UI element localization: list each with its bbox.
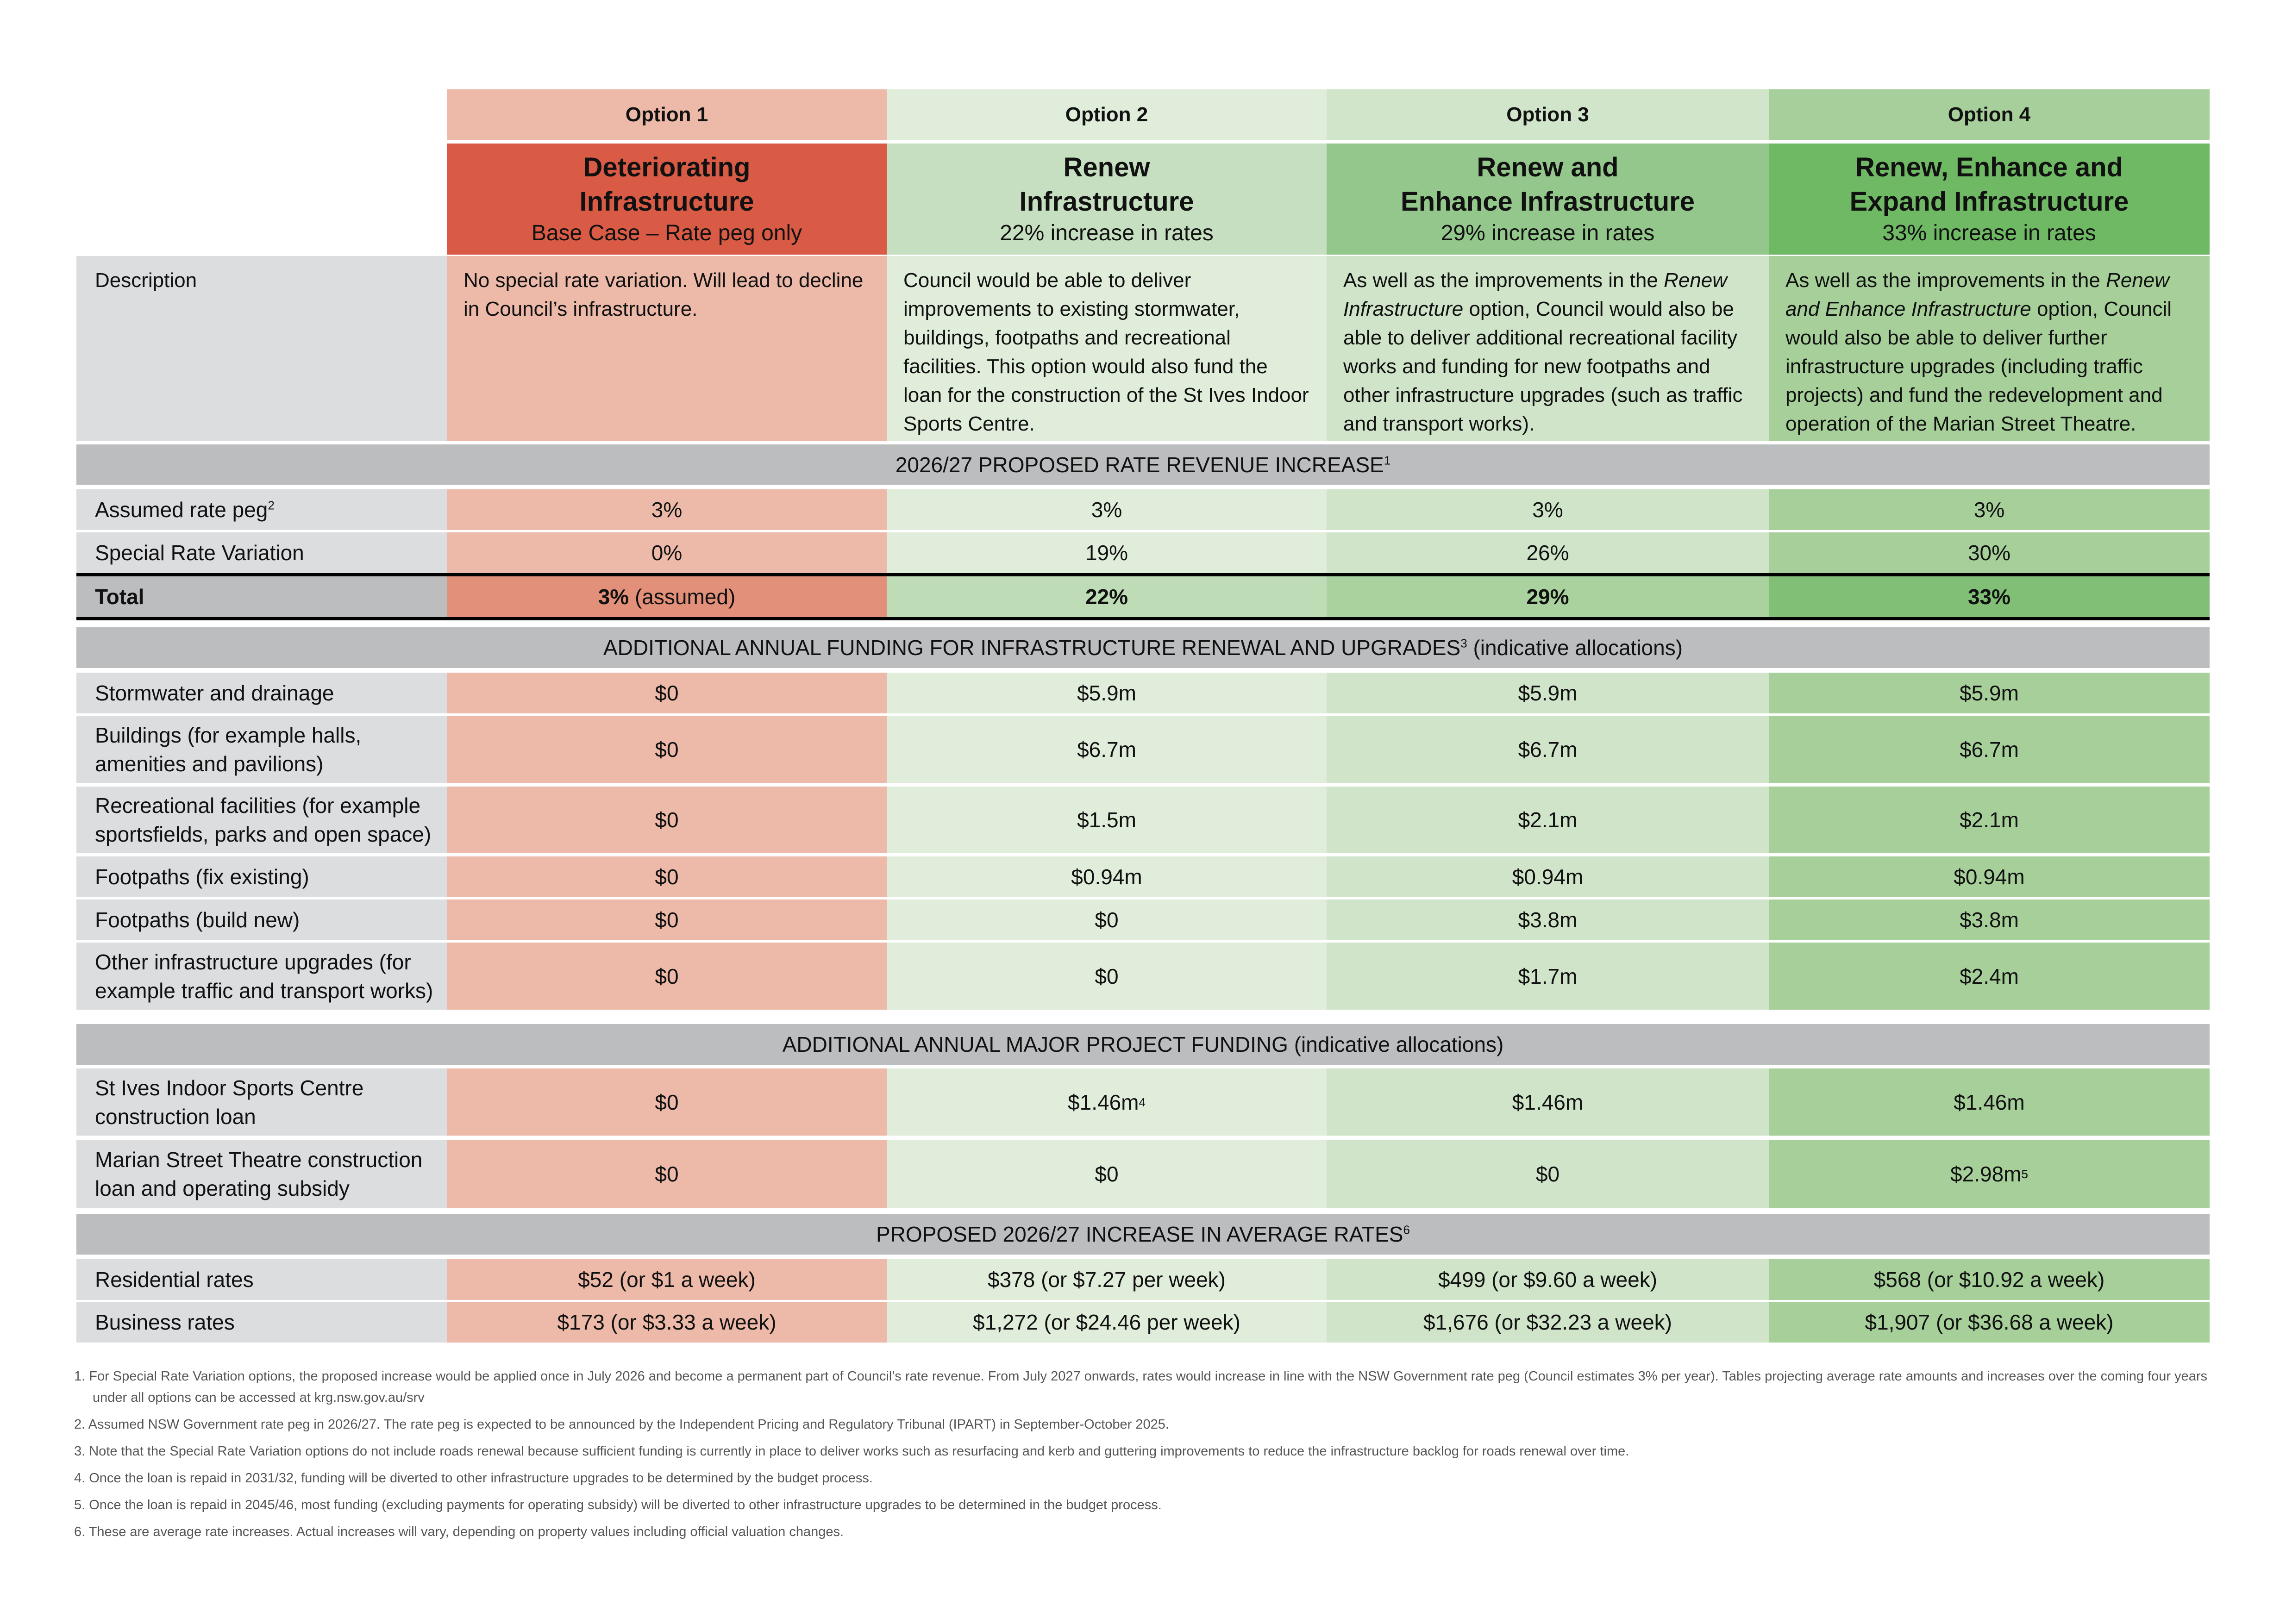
footnote: 1. For Special Rate Variation options, the proposed increase would be applied once in July 2026 and become a permanent part of Council’s rate revenue. From July 2027 onwards, rates would increase in line with the NSW Government rate peg (Council estimates 3% per year). Tables projecting average rate amounts and increases over the coming four years under all options can be accessed at krg.nsw.gov.au/srv bbox=[74, 1369, 2208, 1405]
option-2-header: Option 2 bbox=[887, 89, 1327, 140]
cell-value: $0 bbox=[655, 681, 679, 705]
table-cell bbox=[447, 716, 887, 783]
option-subtitle: Base Case – Rate peg only bbox=[531, 221, 802, 245]
description-text: As well as the improvements in the Renew and Enhance Infrastructure option, Council would also be able to deliver further infrastructure upgrades (including traffic projects) and fund the redevelopment and operation of the Marian Street Theatre. bbox=[1785, 269, 2172, 435]
cell-value: $6.7m bbox=[1518, 737, 1578, 762]
cell-value: $0 bbox=[655, 964, 679, 988]
cell-value: $0 bbox=[655, 807, 679, 832]
table-cell: 26% bbox=[1327, 532, 1769, 573]
table-cell bbox=[887, 943, 1327, 1010]
table-cell: 0% bbox=[447, 532, 887, 573]
option-1-title bbox=[447, 144, 887, 255]
cell-value: $6.7m bbox=[1960, 737, 2019, 762]
table-cell: 3% bbox=[1769, 489, 2210, 530]
option-1-header: Option 1 bbox=[447, 89, 887, 140]
cell-value: $0 bbox=[655, 865, 679, 889]
cell-value: $0 bbox=[1095, 908, 1119, 932]
description-label: Description bbox=[76, 256, 447, 441]
table-cell bbox=[1327, 1302, 1769, 1343]
cell-value: $2.1m bbox=[1518, 807, 1578, 832]
table-cell bbox=[447, 1140, 887, 1208]
cell-value: $0 bbox=[655, 908, 679, 932]
section-rate-revenue-header bbox=[76, 444, 2210, 485]
option-2-title bbox=[887, 144, 1327, 255]
table-cell bbox=[1327, 673, 1769, 713]
footnote: 2. Assumed NSW Government rate peg in 2026/27. The rate peg is expected to be announced by the Independent Pricing and Regulatory Tribunal (IPART) in September-October 2025. bbox=[74, 1417, 1169, 1432]
cell-value: $1.5m bbox=[1077, 807, 1136, 832]
table-cell bbox=[1327, 899, 1769, 940]
cell-value: $0 bbox=[1095, 964, 1119, 988]
section-major-project-header bbox=[76, 1024, 2210, 1065]
cell-value: $6.7m bbox=[1077, 737, 1136, 762]
table-cell bbox=[1769, 856, 2210, 897]
option-1-description bbox=[447, 256, 887, 441]
cell-value: $499 (or $9.60 a week) bbox=[1438, 1268, 1658, 1292]
cell-value: $0 bbox=[655, 1090, 679, 1114]
total-bottom-rule bbox=[76, 617, 2210, 620]
option-title-line: Infrastructure bbox=[579, 187, 754, 217]
table-cell bbox=[447, 1068, 887, 1136]
total-cell: 33% bbox=[1769, 576, 2210, 617]
srv-label: Special Rate Variation bbox=[76, 532, 447, 573]
footnote: 3. Note that the Special Rate Variation options do not include roads renewal because sufficient funding is currently in place to deliver works such as resurfacing and kerb and guttering improvements to reduce the infrastructure backlog for roads renewal over time. bbox=[74, 1444, 1629, 1459]
cell-value: $2.98m bbox=[1950, 1162, 2022, 1186]
option-title-line: Renew bbox=[1063, 152, 1150, 182]
cell-value: $1.7m bbox=[1518, 964, 1578, 988]
table-cell bbox=[887, 1140, 1327, 1208]
row-label: St Ives Indoor Sports Centre construction loan bbox=[76, 1068, 447, 1136]
option-4-header: Option 4 bbox=[1769, 89, 2210, 140]
cell-value: $3.8m bbox=[1518, 908, 1578, 932]
table-cell: $1.46m 4 bbox=[887, 1068, 1327, 1136]
total-cell: 22% bbox=[887, 576, 1327, 617]
row-label: Buildings (for example halls, amenities and pavilions) bbox=[76, 716, 447, 783]
cell-value: $3.8m bbox=[1960, 908, 2019, 932]
table-cell bbox=[1327, 1140, 1769, 1208]
table-cell bbox=[1769, 899, 2210, 940]
table-cell bbox=[1769, 673, 2210, 713]
table-cell bbox=[447, 673, 887, 713]
table-cell: 3% bbox=[447, 489, 887, 530]
total-cell: 29% bbox=[1327, 576, 1769, 617]
table-cell bbox=[1769, 787, 2210, 853]
section-title: 2026/27 PROPOSED RATE REVENUE INCREASE$^1$ bbox=[895, 452, 1391, 477]
cell-value: $1,272 (or $24.46 per week) bbox=[973, 1310, 1240, 1334]
option-title-line: Expand Infrastructure bbox=[1849, 187, 2129, 217]
section-title: PROPOSED 2026/27 INCREASE IN AVERAGE RATES$^6$ bbox=[876, 1222, 1410, 1246]
cell-value: $2.4m bbox=[1960, 964, 2019, 988]
table-cell bbox=[1769, 1068, 2210, 1136]
cell-value: $173 (or $3.33 a week) bbox=[557, 1310, 777, 1334]
cell-value: $1.46m bbox=[1954, 1090, 2025, 1114]
footnote: 4. Once the loan is repaid in 2031/32, funding will be diverted to other infrastructure upgrades to be determined by the budget process. bbox=[74, 1471, 873, 1486]
option-subtitle: 22% increase in rates bbox=[1000, 221, 1214, 245]
table-cell bbox=[1769, 943, 2210, 1010]
cell-value: $5.9m bbox=[1960, 681, 2019, 705]
total-label: Total bbox=[76, 576, 447, 617]
option-3-header: Option 3 bbox=[1327, 89, 1769, 140]
cell-value: $568 (or $10.92 a week) bbox=[1873, 1268, 2105, 1292]
section-title: ADDITIONAL ANNUAL MAJOR PROJECT FUNDING (indicative allocations) bbox=[782, 1032, 1504, 1056]
table-cell: $2.98m 5 bbox=[1769, 1140, 2210, 1208]
row-label: Stormwater and drainage bbox=[76, 673, 447, 713]
table-cell bbox=[447, 1259, 887, 1300]
option-title-line: Enhance Infrastructure bbox=[1401, 187, 1695, 217]
option-title-line: Renew, Enhance and bbox=[1855, 152, 2123, 182]
table-cell bbox=[1327, 1259, 1769, 1300]
footnote: 6. These are average rate increases. Actual increases will vary, depending on property values including official valuation changes. bbox=[74, 1524, 844, 1539]
option-4-description bbox=[1769, 256, 2210, 441]
total-cell: 3% (assumed) bbox=[447, 576, 887, 617]
option-title-line: Renew and bbox=[1477, 152, 1619, 182]
table-cell bbox=[447, 787, 887, 853]
table-cell bbox=[887, 1302, 1327, 1343]
table-cell bbox=[1327, 943, 1769, 1010]
section-infrastructure-funding-header bbox=[76, 627, 2210, 668]
cell-value: $1,907 (or $36.68 a week) bbox=[1865, 1310, 2114, 1334]
table-cell bbox=[1327, 716, 1769, 783]
cell-value: $0.94m bbox=[1071, 865, 1142, 889]
table-cell: 30% bbox=[1769, 532, 2210, 573]
table-cell bbox=[1327, 856, 1769, 897]
table-cell: 19% bbox=[887, 532, 1327, 573]
cell-value: $0 bbox=[655, 737, 679, 762]
cell-value: $1,676 (or $32.23 a week) bbox=[1423, 1310, 1672, 1334]
cell-value: $0 bbox=[1095, 1162, 1119, 1186]
cell-value: $0.94m bbox=[1512, 865, 1584, 889]
section-average-rates-header bbox=[76, 1214, 2210, 1255]
footnote: 5. Once the loan is repaid in 2045/46, most funding (excluding payments for operating subsidy) will be diverted to other infrastructure upgrades to be determined in the budget process. bbox=[74, 1498, 1162, 1512]
cell-value: $2.1m bbox=[1960, 807, 2019, 832]
row-label: Footpaths (build new) bbox=[76, 899, 447, 940]
table-cell bbox=[887, 1259, 1327, 1300]
cell-value: $1.46m bbox=[1512, 1090, 1584, 1114]
cell-value: $52 (or $1 a week) bbox=[578, 1268, 756, 1292]
option-subtitle: 29% increase in rates bbox=[1440, 221, 1655, 245]
table-cell bbox=[1327, 787, 1769, 853]
table-cell bbox=[447, 899, 887, 940]
row-label: Residential rates bbox=[76, 1259, 447, 1300]
cell-value: $5.9m bbox=[1518, 681, 1578, 705]
option-2-description bbox=[887, 256, 1327, 441]
table-cell bbox=[887, 716, 1327, 783]
cell-value: $378 (or $7.27 per week) bbox=[988, 1268, 1226, 1292]
table-cell bbox=[1327, 1068, 1769, 1136]
table-cell: 3% bbox=[1327, 489, 1769, 530]
description-text: Council would be able to deliver improvements to existing stormwater, buildings, footpaths and recreational facilities. This option would also fund the loan for the construction of the St Ives Indoor Sports Centre. bbox=[903, 269, 1309, 435]
total-top-rule bbox=[76, 573, 2210, 576]
table-cell bbox=[447, 1302, 887, 1343]
description-text: As well as the improvements in the Renew Infrastructure option, Council would also be able to deliver additional recreational facility works and funding for new footpaths and other infrastructure upgrades (such as traffic and transport works). bbox=[1343, 269, 1743, 435]
cell-value: $0.94m bbox=[1954, 865, 2025, 889]
table-cell bbox=[887, 856, 1327, 897]
table-cell bbox=[1769, 1259, 2210, 1300]
footnotes bbox=[74, 1366, 2213, 1543]
option-3-title bbox=[1327, 144, 1769, 255]
table-cell: 3% bbox=[887, 489, 1327, 530]
row-label: Recreational facilities (for example sportsfields, parks and open space) bbox=[76, 787, 447, 853]
row-label: Other infrastructure upgrades (for example traffic and transport works) bbox=[76, 943, 447, 1010]
section-title: ADDITIONAL ANNUAL FUNDING FOR INFRASTRUCTURE RENEWAL AND UPGRADES$^3$ (indicative allocations) bbox=[603, 636, 1683, 660]
option-subtitle: 33% increase in rates bbox=[1882, 221, 2096, 245]
table-cell bbox=[887, 787, 1327, 853]
row-label: Footpaths (fix existing) bbox=[76, 856, 447, 897]
option-4-title bbox=[1769, 144, 2210, 255]
table-cell bbox=[887, 673, 1327, 713]
description-text: No special rate variation. Will lead to decline in Council’s infrastructure. bbox=[463, 269, 864, 320]
cell-value: $5.9m bbox=[1077, 681, 1136, 705]
cell-value: $1.46m bbox=[1068, 1090, 1139, 1114]
table-cell bbox=[887, 899, 1327, 940]
row-label: Marian Street Theatre construction loan and operating subsidy bbox=[76, 1140, 447, 1208]
cell-value: $0 bbox=[655, 1162, 679, 1186]
option-title-line: Infrastructure bbox=[1019, 187, 1194, 217]
rate-peg-label: Assumed rate peg$^2$ bbox=[76, 489, 447, 530]
cell-value: $0 bbox=[1535, 1162, 1560, 1186]
table-cell bbox=[1769, 716, 2210, 783]
table-cell bbox=[1769, 1302, 2210, 1343]
row-label: Business rates bbox=[76, 1302, 447, 1343]
option-3-description bbox=[1327, 256, 1769, 441]
option-title-line: Deteriorating bbox=[583, 152, 751, 182]
table-cell bbox=[447, 856, 887, 897]
table-cell bbox=[447, 943, 887, 1010]
